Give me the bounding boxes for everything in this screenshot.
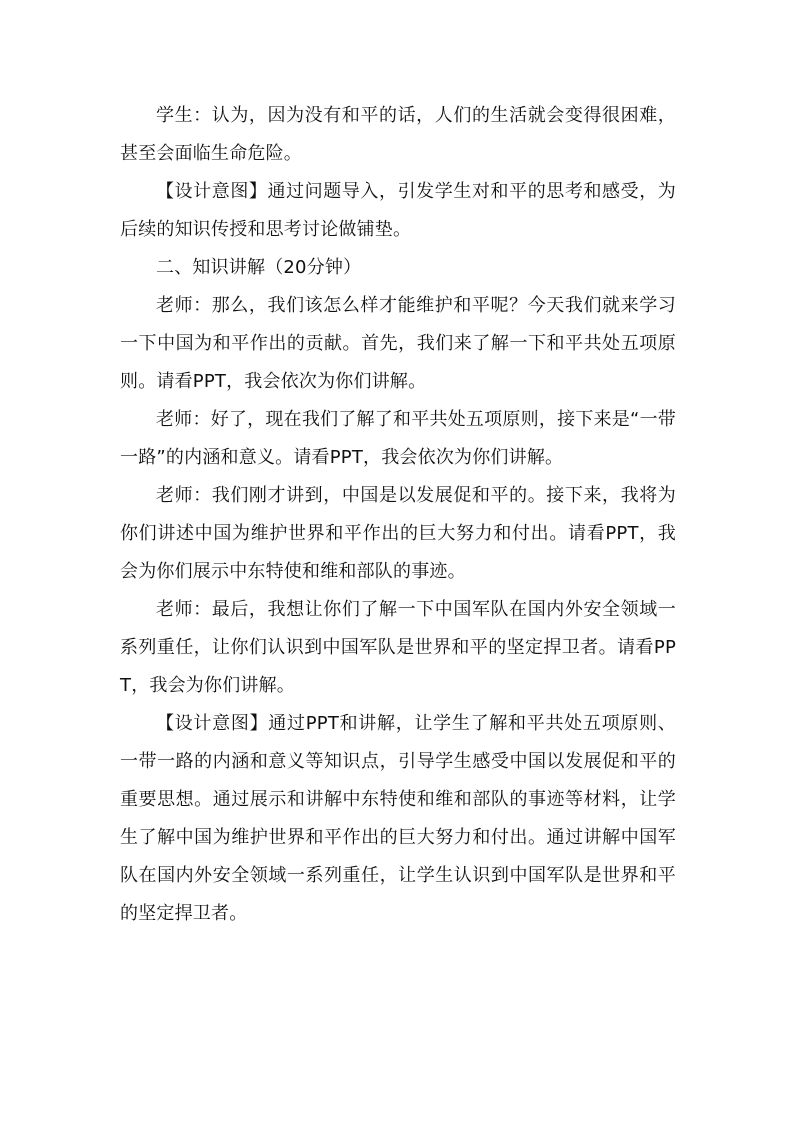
design-intent-paragraph-1: 【设计意图】通过问题导入，引发学生对和平的思考和感受，为后续的知识传授和思考讨论做铺垫。 [120,181,676,240]
teacher-paragraph-4: 老师：最后，我想让你们了解一下中国军队在国内外安全领域一系列重任，让你们认识到中国军队是世界和平的坚定捍卫者。请看PPT，我会为你们讲解。 [120,599,676,696]
teacher-paragraph-2: 老师：好了，现在我们了解了和平共处五项原则，接下来是“一带一路”的内涵和意义。请看PPT，我会依次为你们讲解。 [120,409,676,468]
teacher-paragraph-3: 老师：我们刚才讲到，中国是以发展促和平的。接下来，我将为你们讲述中国为维护世界和平作出的巨大努力和付出。请看PPT，我会为你们展示中东特使和维和部队的事迹。 [120,485,676,582]
document-page [120,97,676,933]
teacher-paragraph-1: 老师：那么，我们该怎么样才能维护和平呢？今天我们就来学习一下中国为和平作出的贡献。首先，我们来了解一下和平共处五项原则。请看PPT，我会依次为你们讲解。 [120,295,676,392]
student-answer-paragraph: 学生：认为，因为没有和平的话，人们的生活就会变得很困难，甚至会面临生命危险。 [120,105,676,164]
design-intent-paragraph-2: 【设计意图】通过PPT和讲解，让学生了解和平共处五项原则、一带一路的内涵和意义等知识点，引导学生感受中国以发展促和平的重要思想。通过展示和讲解中东特使和维和部队的事迹等材料，让学生了解中国为维护世界和平作出的巨大努力和付出。通过讲解中国军队在国内外安全领域一系列重任，让学生认识到中国军队是世界和平的坚定捍卫者。 [120,713,676,924]
section-heading: 二、知识讲解（20分钟） [156,257,362,278]
